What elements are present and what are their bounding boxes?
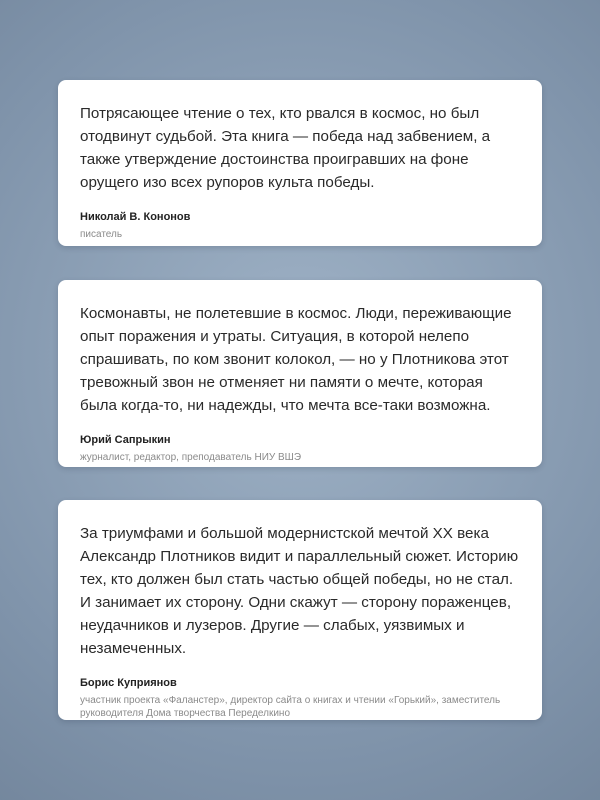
author-name: Борис Куприянов — [80, 677, 177, 689]
author-name: Юрий Сапрыкин — [80, 434, 171, 446]
testimonial-quote: Космонавты, не полетевшие в космос. Люди, переживающие опыт поражения и утраты. Ситуация, в которой нелепо спрашивать, по ком звонит колокол, — но у Плотникова этот тревожный звон не отменяет ни памяти о мечте, которая была когда-то, ни надежды, что мечта все-таки возможна. — [80, 305, 512, 414]
author-role: участник проекта «Фаланстер», директор сайта о книгах и чтении «Горький», заместитель руководителя Дома творчества Переделкино — [80, 695, 501, 719]
testimonial-quote: Потрясающее чтение о тех, кто рвался в космос, но был отодвинут судьбой. Эта книга — победа над забвением, а также утверждение достоинства проигравших на фоне орущего изо всех рупоров культа победы. — [80, 105, 491, 191]
testimonial-card — [58, 500, 542, 720]
testimonial-quote: За триумфами и большой модернистской мечтой XX века Александр Плотников видит и параллельный сюжет. Историю тех, кто должен был стать частью общей победы, но не стал. И занимает их сторону. Одни скажут — сторону пораженцев, неудачников и лузеров. Другие — слабых, уязвимых и незамеченных. — [80, 525, 519, 657]
testimonial-card — [58, 80, 542, 246]
author-name: Николай В. Кононов — [80, 211, 191, 223]
testimonial-card — [58, 280, 542, 467]
author-role: журналист, редактор, преподаватель НИУ ВШЭ — [80, 452, 302, 463]
author-role: писатель — [80, 229, 123, 240]
